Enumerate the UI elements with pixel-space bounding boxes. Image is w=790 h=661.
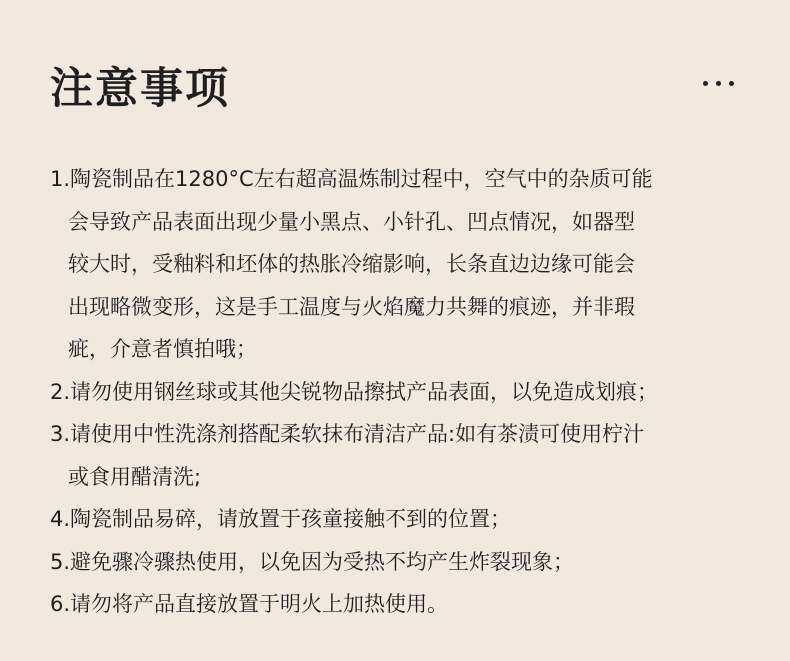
note-3-text-line-1: 请使用中性洗涤剂搭配柔软抹布清洁产品:如有茶渍可使用柠汁 (70, 422, 645, 446)
note-2-text-line-1: 请勿使用钢丝球或其他尖锐物品擦拭产品表面，以免造成划痕； (70, 379, 659, 404)
note-1-line-3: 较大时，受釉料和坯体的热胀冷缩影响，长条直边边缘可能会 (68, 252, 635, 276)
note-3-line-2: 或食用醋清洗; (68, 464, 202, 489)
note-6 (50, 583, 740, 626)
note-5 (50, 541, 740, 584)
more-dot-1 (703, 81, 708, 86)
note-1-line-5: 疵，介意者慎拍哦； (68, 337, 257, 361)
note-3-line-1 (50, 413, 740, 456)
note-4 (50, 498, 740, 541)
note-4-text-line-1: 陶瓷制品易碎，请放置于孩童接触不到的位置； (70, 507, 512, 531)
page-title: 注意事项 (50, 64, 230, 114)
note-3-number: 3. (50, 422, 71, 446)
note-1-line-1 (50, 158, 740, 201)
note-6-line-1 (50, 583, 740, 626)
note-5-line-1 (50, 541, 740, 584)
note-1 (50, 158, 740, 371)
note-6-number: 6. (50, 592, 71, 616)
note-2-number: 2. (50, 379, 71, 404)
note-4-line-1 (50, 498, 740, 541)
note-2 (50, 371, 740, 414)
note-4-number: 4. (50, 507, 71, 531)
note-3 (50, 413, 740, 498)
note-2-line-1 (50, 371, 740, 414)
more-horizontal-icon[interactable] (702, 80, 736, 88)
more-dot-2 (716, 81, 721, 86)
page-header (50, 60, 740, 124)
note-5-number: 5. (50, 549, 71, 574)
note-6-text-line-1: 请勿将产品直接放置于明火上加热使用。 (70, 592, 449, 616)
note-1-number: 1. (50, 167, 71, 191)
more-dot-3 (729, 81, 734, 86)
note-1-text-line-1: 陶瓷制品在1280°C左右超高温炼制过程中，空气中的杂质可能 (70, 167, 653, 191)
note-5-text-line-1: 避免骤冷骤热使用，以免因为受热不均产生炸裂现象； (70, 549, 575, 574)
note-1-line-2: 会导致产品表面出现少量小黑点、小针孔、凹点情况，如器型 (68, 209, 635, 234)
note-1-line-4: 出现略微变形，这是手工温度与火焰魔力共舞的痕迹，并非瑕 (68, 294, 635, 319)
notes-list (50, 158, 740, 626)
